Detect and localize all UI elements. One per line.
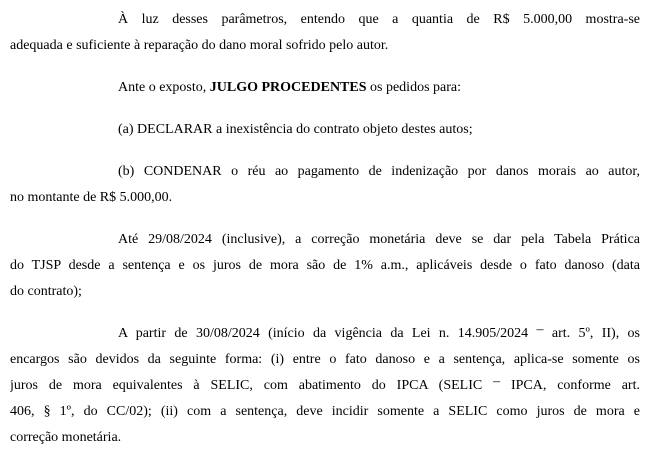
text-run: correção monetária. — [10, 430, 122, 445]
text-line — [10, 399, 640, 425]
text-line — [10, 75, 640, 101]
bold-text-run: JULGO PROCEDENTES — [209, 80, 367, 95]
paragraph — [10, 117, 640, 143]
text-run: juros de mora equivalentes à SELIC, com abatimento do IPCA (SELIC — [10, 378, 494, 393]
text-run: À luz desses parâmetros, entendo que a quantia de R$ 5.000,00 mostra-se — [118, 12, 640, 27]
text-line — [10, 253, 640, 279]
text-line — [10, 321, 640, 347]
text-run: 406, § 1º, do CC/02); (ii) com a sentença, deve incidir somente a SELIC como juros de mora e — [10, 404, 640, 419]
text-line — [10, 373, 640, 399]
raised-dash: – — [536, 322, 544, 337]
paragraph — [10, 321, 640, 451]
text-run: Ante o exposto, — [118, 80, 210, 95]
raised-dash: – — [493, 374, 501, 389]
text-line — [10, 159, 640, 185]
text-line — [10, 7, 640, 33]
text-run: encargos são devidos da seguinte forma: (i) entre o fato danoso e a sentença, aplica-se somente os — [10, 352, 640, 367]
paragraph — [10, 7, 640, 59]
text-run: (b) CONDENAR o réu ao pagamento de indenização por danos morais ao autor, — [118, 164, 640, 179]
text-run: A partir de 30/08/2024 (início da vigência da Lei n. 14.905/2024 — [118, 326, 537, 341]
text-run: adequada e suficiente à reparação do dano moral sofrido pelo autor. — [10, 38, 389, 53]
paragraph — [10, 75, 640, 101]
paragraph — [10, 227, 640, 305]
text-line — [10, 279, 640, 305]
text-line — [10, 33, 640, 59]
text-run: IPCA, conforme art. — [500, 378, 640, 393]
text-line — [10, 227, 640, 253]
text-run: art. 5º, II), os — [543, 326, 640, 341]
text-line — [10, 425, 640, 451]
text-run: do contrato); — [10, 284, 82, 299]
paragraph — [10, 159, 640, 211]
text-line — [10, 185, 640, 211]
text-run: (a) DECLARAR a inexistência do contrato objeto destes autos; — [118, 122, 473, 137]
text-run: Até 29/08/2024 (inclusive), a correção monetária deve se dar pela Tabela Prática — [118, 232, 640, 247]
text-run: no montante de R$ 5.000,00. — [10, 190, 173, 205]
text-line — [10, 117, 640, 143]
text-run: do TJSP desde a sentença e os juros de mora são de 1% a.m., aplicáveis desde o fato danoso (data — [10, 258, 640, 273]
document-body — [10, 7, 640, 451]
text-run: os pedidos para: — [366, 80, 461, 95]
text-line — [10, 347, 640, 373]
